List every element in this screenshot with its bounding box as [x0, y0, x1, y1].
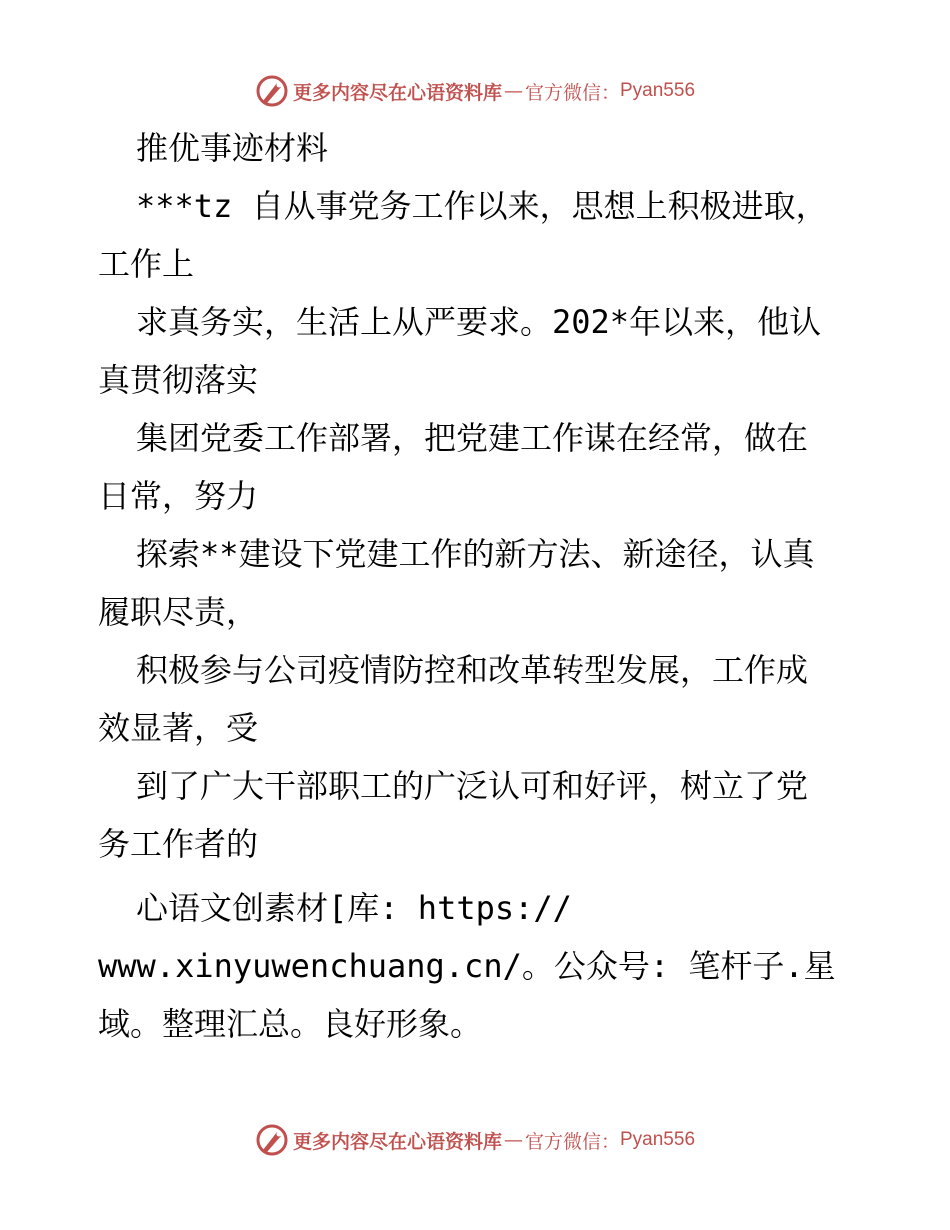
banner-main-text: 更多内容尽在心语资料库	[292, 1130, 502, 1153]
paragraph-line: 到了广大干部职工的广泛认可和好评，树立了党	[136, 767, 809, 805]
paragraph-line: ***tz 自从事党务工作以来，思想上积极进取，	[136, 187, 828, 225]
banner-wechat-id: Pyan556	[620, 1129, 696, 1150]
banner-wechat-id: Pyan556	[620, 80, 696, 101]
banner-main-text: 更多内容尽在心语资料库	[292, 81, 502, 104]
paragraph-line: www.xinyuwenchuang.cn/。公众号: 笔杆子.星	[98, 947, 836, 985]
paragraph-line: 效显著，受	[98, 709, 259, 747]
paragraph-line: 集团党委工作部署，把党建工作谋在经常，做在	[136, 419, 809, 457]
paragraph-line: 工作上	[98, 245, 195, 283]
header-watermark	[0, 71, 950, 111]
footer-watermark	[0, 1120, 950, 1160]
paragraph-line: 探索**建设下党建工作的新方法、新途径，认真	[136, 535, 815, 573]
paragraph-line: 务工作者的	[98, 825, 259, 863]
paragraph-line: 真贯彻落实	[98, 361, 259, 399]
paragraph-line: 心语文创素材[库: https://	[136, 889, 572, 927]
paragraph-line: 积极参与公司疫情防控和改革转型发展，工作成	[136, 651, 809, 689]
pen-logo-icon	[255, 74, 289, 108]
document-title: 推优事迹材料	[136, 129, 329, 167]
banner-dash: —	[503, 80, 523, 102]
banner-dash: —	[503, 1129, 523, 1151]
paragraph-line: 日常，努力	[98, 477, 259, 515]
banner-wechat-label: 官方微信：	[524, 81, 620, 104]
banner-wechat-label: 官方微信：	[524, 1130, 620, 1153]
paragraph-line: 求真务实，生活上从严要求。202*年以来，他认	[136, 303, 822, 341]
pen-logo-icon	[255, 1123, 289, 1157]
paragraph-line: 履职尽责，	[98, 593, 259, 631]
paragraph-line: 域。整理汇总。良好形象。	[98, 1005, 483, 1043]
